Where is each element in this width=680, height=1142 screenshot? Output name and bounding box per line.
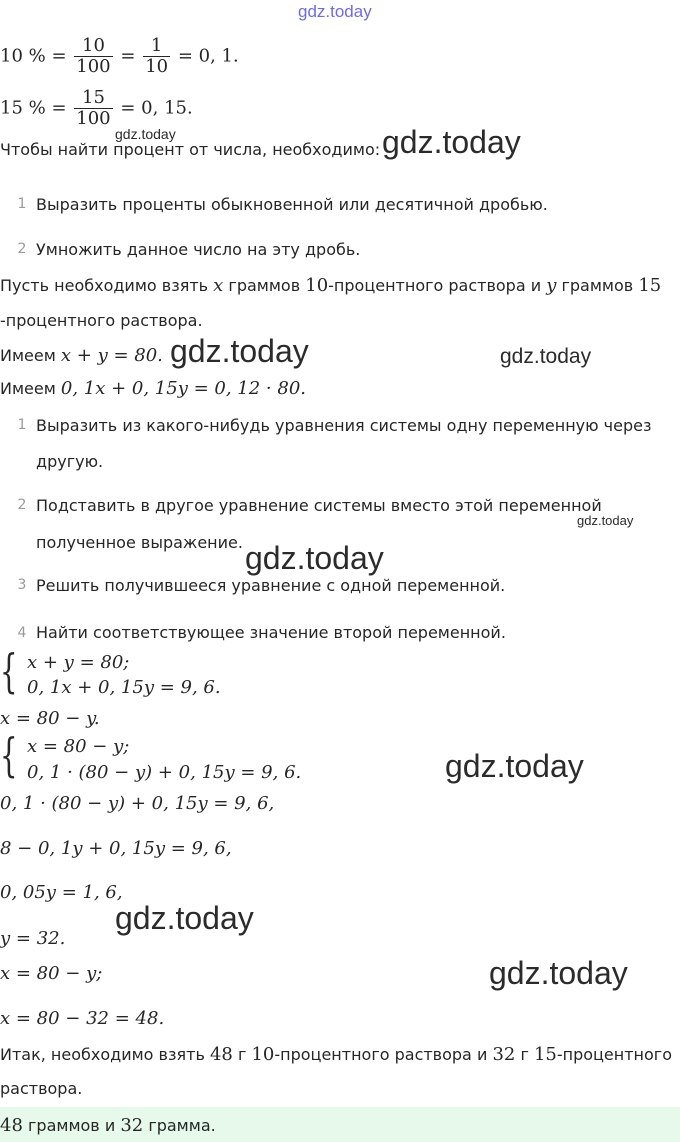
- system-brace-1: {: [0, 644, 18, 698]
- watermark-large-2: gdz.today: [170, 333, 309, 369]
- watermark-large-6: gdz.today: [489, 955, 628, 991]
- fraction-15-100: $\frac{15}{100}$: [76, 87, 111, 129]
- watermark-small-2: gdz.today: [577, 513, 634, 528]
- watermark-large-1: gdz.today: [382, 124, 521, 160]
- fraction-lhs: 10 % =: [0, 45, 67, 67]
- step-text: Выразить проценты обыкновенной или десятичной дробью.: [36, 195, 548, 214]
- let-statement: Пусть необходимо взять x граммов 10-процентного раствора и y граммов 15: [0, 275, 662, 296]
- watermark-large-4: gdz.today: [445, 748, 584, 784]
- solve-step-5: x = 80 − y;: [0, 963, 103, 984]
- fraction-10-100: $\frac{10}{100}$: [76, 35, 111, 77]
- let-statement-line2: -процентного раствора.: [0, 311, 203, 330]
- watermark-medium-1: gdz.today: [500, 345, 592, 368]
- step-text-cont: другую.: [36, 452, 104, 471]
- have-line-2: Имеем 0, 1x + 0, 15y = 0, 12 · 80.: [0, 378, 306, 399]
- system-brace-2: {: [0, 728, 18, 782]
- step-text-cont: полученное выражение.: [36, 533, 243, 552]
- solve-step-4: y = 32.: [0, 928, 66, 949]
- answer-text: 48 граммов и 32 грамма.: [0, 1115, 216, 1136]
- solve-step-1: 0, 1 · (80 − y) + 0, 15y = 9, 6,: [0, 793, 275, 814]
- step-number: 3: [17, 577, 27, 593]
- step-text: Найти соответствующее значение второй переменной.: [36, 623, 506, 642]
- system2-eq2: 0, 1 · (80 − y) + 0, 15y = 9, 6.: [27, 762, 302, 783]
- step-number: 1: [17, 196, 27, 212]
- watermark-small-1: gdz.today: [115, 126, 176, 142]
- answer-box: [0, 1107, 680, 1142]
- step-number: 4: [17, 625, 27, 641]
- fraction-1-10: $\frac{1}{10}$: [145, 35, 169, 77]
- step-text: Умножить данное число на эту дробь.: [36, 240, 361, 259]
- fraction-line-15-percent: 15 % = $\frac{15}{100}$ = 0, 15.: [0, 87, 193, 129]
- step-number: 2: [17, 241, 27, 257]
- step-text: Подставить в другое уравнение системы вместо этой переменной: [36, 496, 602, 515]
- step-text: Выразить из какого-нибудь уравнения системы одну переменную через: [36, 416, 652, 435]
- watermark-large-3: gdz.today: [245, 540, 384, 576]
- expr-x: x = 80 − y.: [0, 708, 100, 729]
- solve-step-6: x = 80 − 32 = 48.: [0, 1008, 165, 1029]
- step-text: Решить получившееся уравнение с одной переменной.: [36, 576, 506, 595]
- system2-eq1: x = 80 − y;: [27, 736, 130, 757]
- system1-eq1: x + y = 80;: [27, 652, 130, 673]
- step-number: 2: [17, 497, 27, 513]
- fraction-line-10-percent: 10 % = $\frac{10}{100}$ = $\frac{1}{10}$ = 0, 1.: [0, 35, 239, 77]
- watermark-large-5: gdz.today: [115, 900, 254, 936]
- solve-step-2: 8 − 0, 1y + 0, 15y = 9, 6,: [0, 838, 232, 859]
- have-line-1: Имеем x + y = 80.: [0, 345, 163, 366]
- step-number: 1: [17, 417, 27, 433]
- fraction-lhs: 15 % =: [0, 97, 67, 119]
- solve-step-3: 0, 05y = 1, 6,: [0, 882, 123, 903]
- conclusion-text-line2: раствора.: [0, 1079, 83, 1098]
- system1-eq2: 0, 1x + 0, 15y = 9, 6.: [27, 677, 221, 698]
- watermark-top: gdz.today: [298, 2, 372, 21]
- rule-percent-text: Чтобы найти процент от числа, необходимо:: [0, 140, 381, 159]
- conclusion-text: Итак, необходимо взять 48 г 10-процентного раствора и 32 г 15-процентного: [0, 1044, 672, 1065]
